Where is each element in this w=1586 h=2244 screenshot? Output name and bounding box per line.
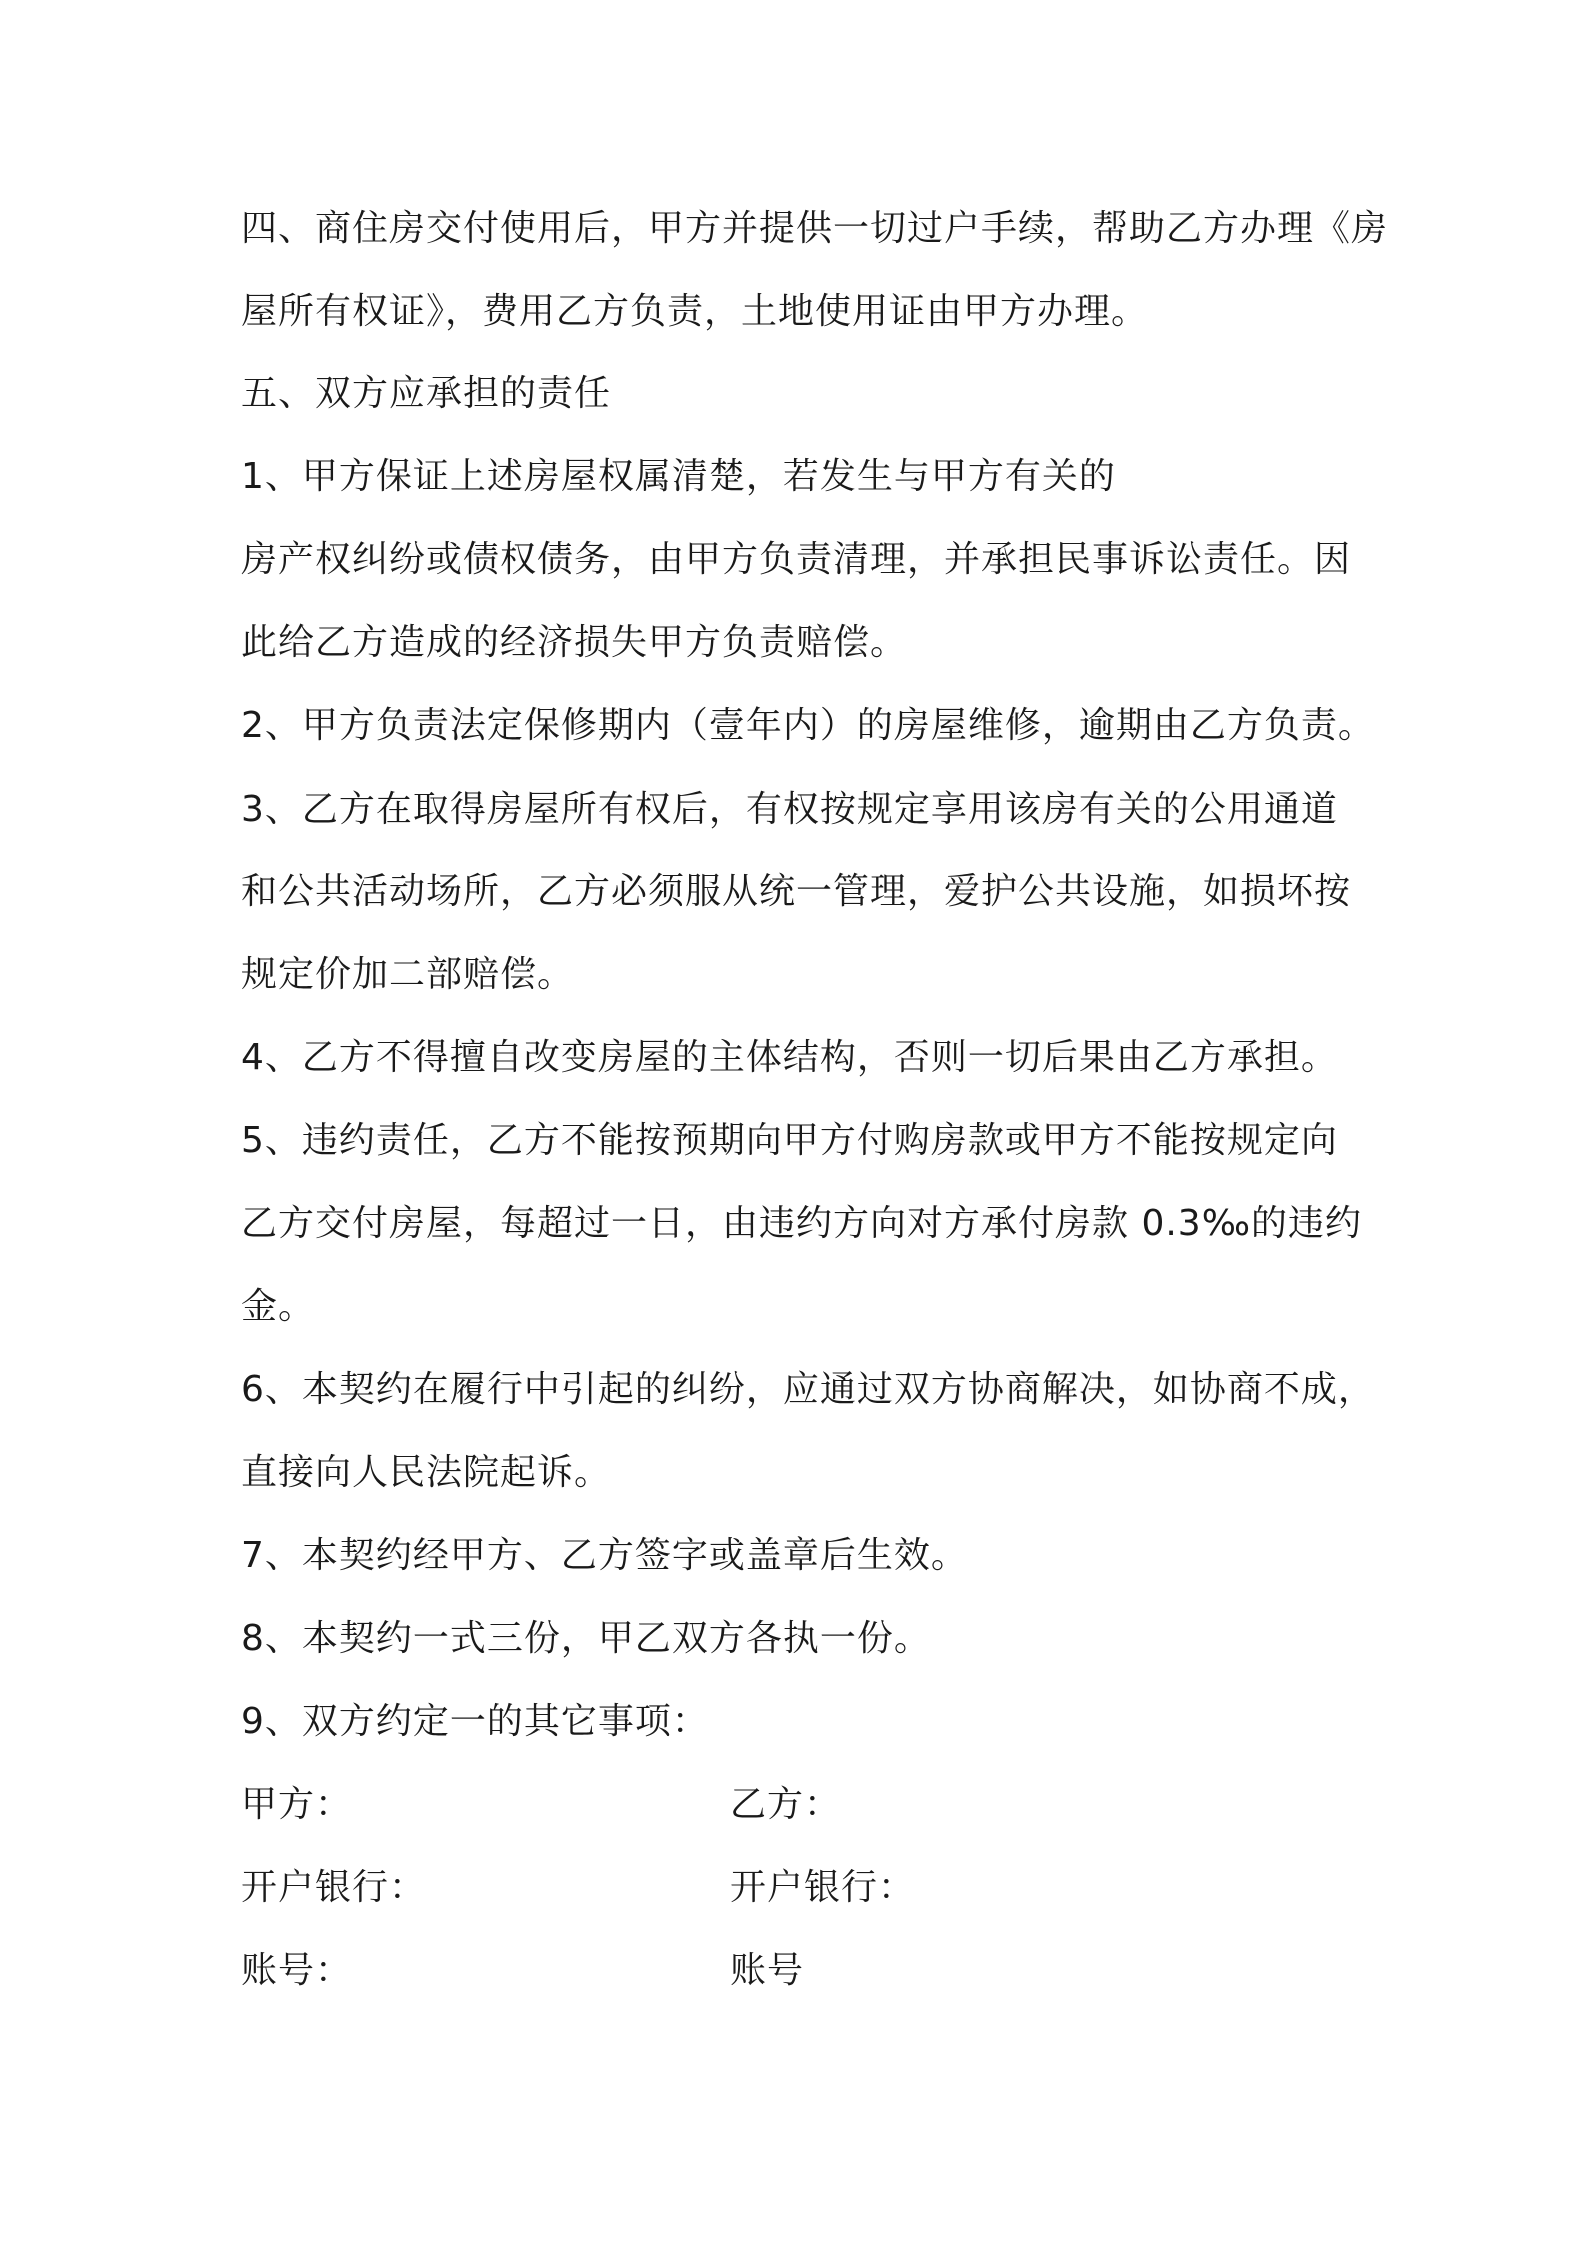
paragraph-line: 9、双方约定一的其它事项： [241,1701,709,1742]
paragraph-line: 直接向人民法院起诉。 [241,1452,612,1493]
account-b-label: 账号 [730,1950,805,1991]
paragraph-line: 2、甲方负责法定保修期内（壹年内）的房屋维修，逾期由乙方负责。 [241,705,1375,746]
paragraph-line: 和公共活动场所，乙方必须服从统一管理，爱护公共设施，如损坏按 [241,871,1352,912]
paragraph-line: 规定价加二部赔偿。 [241,954,575,995]
paragraph-line: 金。 [241,1286,316,1327]
paragraph-line: 四、商住房交付使用后，甲方并提供一切过户手续，帮助乙方办理《房 [241,208,1389,249]
paragraph-line: 3、乙方在取得房屋所有权后，有权按规定享用该房有关的公用通道 [241,789,1338,830]
paragraph-line: 此给乙方造成的经济损失甲方负责赔偿。 [241,622,908,663]
party-a-label: 甲方： [241,1784,353,1825]
paragraph-line: 8、本契约一式三份，甲乙双方各执一份。 [241,1618,931,1659]
bank-b-label: 开户银行： [730,1867,916,1908]
bank-a-label: 开户银行： [241,1867,427,1908]
section-heading: 五、双方应承担的责任 [241,373,612,414]
party-b-label: 乙方： [730,1784,842,1825]
paragraph-line: 屋所有权证》，费用乙方负责，土地使用证由甲方办理。 [241,291,1149,332]
account-a-label: 账号： [241,1950,353,1991]
paragraph-line: 5、违约责任，乙方不能按预期向甲方付购房款或甲方不能按规定向 [241,1120,1338,1161]
paragraph-line: 1、甲方保证上述房屋权属清楚，若发生与甲方有关的 [241,456,1116,497]
paragraph-line: 乙方交付房屋，每超过一日，由违约方向对方承付房款 0.3‰的违约 [241,1203,1363,1244]
paragraph-line: 7、本契约经甲方、乙方签字或盖章后生效。 [241,1535,968,1576]
paragraph-line: 4、乙方不得擅自改变房屋的主体结构，否则一切后果由乙方承担。 [241,1037,1338,1078]
paragraph-line: 6、本契约在履行中引起的纠纷，应通过双方协商解决，如协商不成， [241,1369,1375,1410]
paragraph-line: 房产权纠纷或债权债务，由甲方负责清理，并承担民事诉讼责任。因 [241,539,1352,580]
